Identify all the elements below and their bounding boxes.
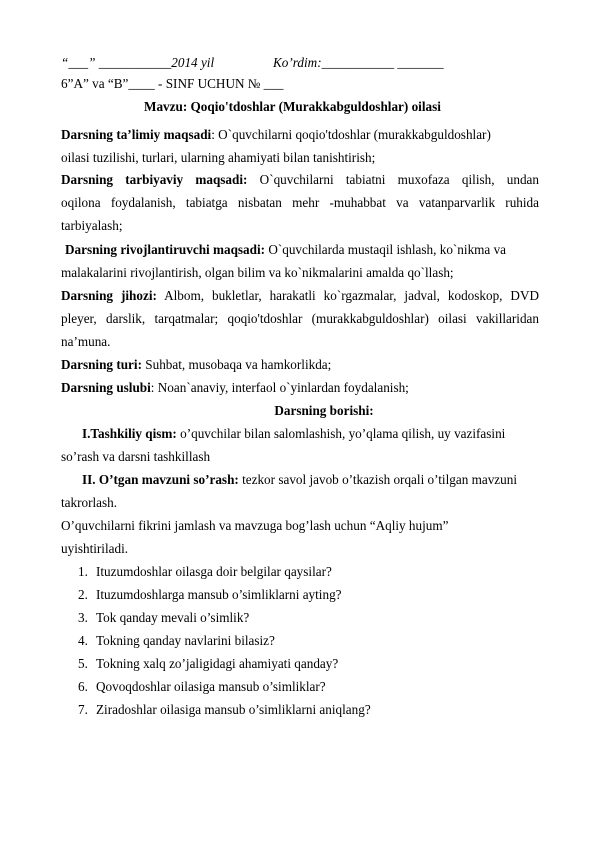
question-text: Tokning qanday navlarini bilasiz? bbox=[96, 633, 275, 648]
educational-goal-text: : O`quvchilarni qoqio'tdoshlar (murakkabguldoshlar) bbox=[211, 127, 491, 142]
stage1-line1 bbox=[82, 426, 505, 442]
upbringing-goal-label: Darsning tarbiyaviy maqsadi: bbox=[61, 172, 248, 187]
progress-heading: Darsning borishi: bbox=[274, 403, 374, 418]
question-number: 1. bbox=[78, 564, 88, 579]
lesson-method-line bbox=[61, 380, 409, 396]
question-number: 5. bbox=[78, 656, 88, 671]
question-item bbox=[78, 564, 332, 580]
lesson-type-line bbox=[61, 357, 331, 373]
question-item bbox=[78, 633, 275, 649]
lesson-method-text: : Noan`anaviy, interfaol o`yinlardan foydalanish; bbox=[150, 380, 409, 395]
development-goal-line1 bbox=[65, 242, 506, 258]
equipment-label: Darsning jihozi: bbox=[61, 288, 157, 303]
question-number: 7. bbox=[78, 702, 88, 717]
educational-goal-label: Darsning ta’limiy maqsadi bbox=[61, 127, 212, 142]
lesson-type-label: Darsning turi: bbox=[61, 357, 142, 372]
question-number: 2. bbox=[78, 587, 88, 602]
attack-line1: O’quvchilarni fikrini jamlash va mavzuga bog’lash uchun “Aqliy hujum” bbox=[61, 518, 449, 533]
lesson-method-label: Darsning uslubi bbox=[61, 380, 151, 395]
equipment-line3: na’muna. bbox=[61, 334, 111, 349]
stage1-text: o’quvchilar bilan salomlashish, yo’qlama qilish, uy vazifasini bbox=[176, 426, 506, 441]
question-text: Ziradoshlar oilasiga mansub o’simliklarni aniqlang? bbox=[96, 702, 371, 717]
upbringing-goal-text: O`quvchilarni tabiatni muxofaza qilish, undan bbox=[247, 172, 539, 187]
date-line: “___” ___________2014 yil bbox=[61, 55, 215, 70]
question-number: 6. bbox=[78, 679, 88, 694]
development-goal-text: O`quvchilarda mustaqil ishlash, ko`nikma va bbox=[265, 242, 507, 257]
question-number: 4. bbox=[78, 633, 88, 648]
question-text: Qovoqdoshlar oilasiga mansub o’simliklar? bbox=[96, 679, 326, 694]
question-item bbox=[78, 587, 342, 603]
educational-goal-line2: oilasi tuzilishi, turlari, ularning ahamiyati bilan tanishtirish; bbox=[61, 150, 376, 165]
stage2-text: tezkor savol javob o’tkazish orqali o’tilgan mavzuni bbox=[238, 472, 518, 487]
approved-line: Ko’rdim:___________ _______ bbox=[273, 55, 444, 70]
attack-line2: uyishtiriladi. bbox=[61, 541, 129, 556]
development-goal-label: Darsning rivojlantiruvchi maqsadi: bbox=[65, 242, 266, 257]
question-item bbox=[78, 679, 326, 695]
question-item bbox=[78, 610, 249, 626]
class-line: 6”A” va “B”____ - SINF UCHUN № ___ bbox=[61, 76, 284, 91]
lesson-title: Mavzu: Qoqio'tdoshlar (Murakkabguldoshlar) oilasi bbox=[144, 99, 441, 114]
equipment-text: Albom, bukletlar, harakatli ko`rgazmalar, jadval, kodoskop, DVD bbox=[156, 288, 539, 303]
lesson-type-text: Suhbat, musobaqa va hamkorlikda; bbox=[141, 357, 332, 372]
stage2-line1 bbox=[82, 472, 517, 488]
question-number: 3. bbox=[78, 610, 88, 625]
upbringing-goal-line1 bbox=[61, 172, 539, 188]
development-goal-line2: malakalarini rivojlantirish, olgan bilim va ko`nikmalarini amalda qo`llash; bbox=[61, 265, 454, 280]
stage1-line2: so’rash va darsni tashkillash bbox=[61, 449, 211, 464]
question-text: Ituzumdoshlarga mansub o’simliklarni ayting? bbox=[96, 587, 342, 602]
question-item bbox=[78, 702, 371, 718]
equipment-line2: pleyer, darslik, tarqatmalar; qoqio'tdoshlar (murakkabguldoshlar) oilasi vakillaridan bbox=[61, 311, 539, 326]
upbringing-goal-line2: oqilona foydalanish, tabiatga nisbatan mehr -muhabbat va vatanparvarlik ruhida bbox=[61, 195, 539, 210]
question-text: Tok qanday mevali o’simlik? bbox=[96, 610, 250, 625]
stage2-label: II. O’tgan mavzuni so’rash: bbox=[82, 472, 239, 487]
question-item bbox=[78, 656, 338, 672]
educational-goal-line1 bbox=[61, 127, 491, 143]
equipment-line1 bbox=[61, 288, 539, 304]
upbringing-goal-line3: tarbiyalash; bbox=[61, 218, 123, 233]
stage1-label: I.Tashkiliy qism: bbox=[82, 426, 177, 441]
question-text: Ituzumdoshlar oilasga doir belgilar qaysilar? bbox=[96, 564, 332, 579]
question-text: Tokning xalq zo’jaligidagi ahamiyati qanday? bbox=[96, 656, 339, 671]
stage2-line2: takrorlash. bbox=[61, 495, 118, 510]
